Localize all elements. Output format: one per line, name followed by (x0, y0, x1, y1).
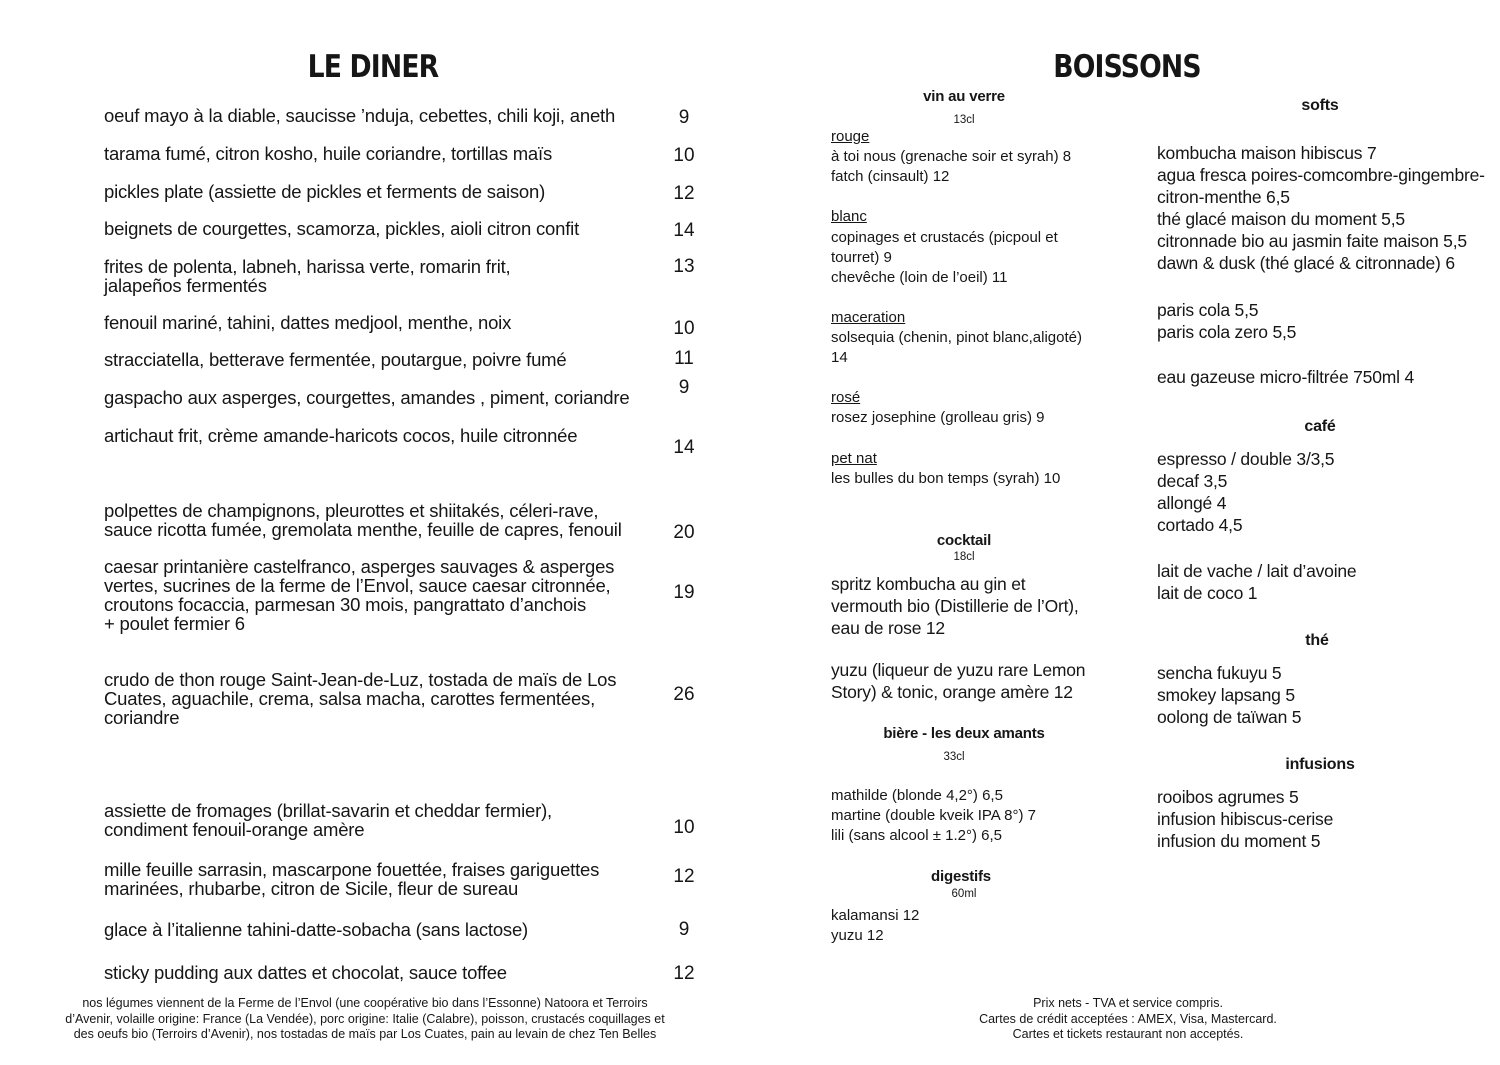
wine-blanc-list: copinages et crustacés (picpoul et tourret) 9 chevêche (loin de l’oeil) 11 (831, 229, 1058, 286)
digestifs-list: kalamansi 12 yuzu 12 (831, 907, 920, 944)
wine-maceration-label: maceration (831, 309, 906, 326)
price-tarama: 10 (673, 145, 695, 166)
price-fenouil: 10 (673, 318, 695, 339)
softs-heading: softs (1301, 97, 1339, 114)
tea-heading: thé (1305, 632, 1329, 649)
dish-oeuf-mayo: oeuf mayo à la diable, saucisse ’nduja, cebettes, chili koji, aneth (104, 105, 616, 126)
dish-frites-polenta: frites de polenta, labneh, harissa verte, romarin frit, jalapeños fermentés (104, 256, 511, 296)
price-frites-polenta: 13 (673, 256, 695, 277)
diner-footer-note: nos légumes viennent de la Ferme de l’Envol (une coopérative bio dans l’Essonne) Natoora et Terroirs d’Avenir, volaille origine: France (La Vendée), porc origine: Italie (Calabre), poisson, crustacés coquillages et des oeufs bio (Terroirs d’Avenir), nos tostadas de maïs par Los Cuates, pain au levain de chez Ten Belles (65, 996, 665, 1041)
price-beignets: 14 (673, 220, 695, 241)
price-glace: 9 (678, 919, 690, 940)
wine-heading: vin au verre (923, 88, 1005, 105)
price-crudo: 26 (673, 684, 695, 705)
price-fromages: 10 (673, 817, 695, 838)
dish-polpettes: polpettes de champignons, pleurottes et shiitakés, céleri-rave, sauce ricotta fumée, gremolata menthe, feuille de capres, fenouil (104, 500, 622, 540)
infusions-list: rooibos agrumes 5 infusion hibiscus-cerise infusion du moment 5 (1157, 787, 1334, 851)
dish-pickles-plate: pickles plate (assiette de pickles et ferments de saison) (104, 181, 546, 202)
price-mille-feuille: 12 (673, 866, 695, 887)
wine-maceration-list: solsequia (chenin, pinot blanc,aligoté) 14 (831, 329, 1082, 366)
cocktail-item-yuzu: yuzu (liqueur de yuzu rare Lemon Story) & tonic, orange amère 12 (831, 660, 1086, 702)
dish-glace: glace à l’italienne tahini-datte-sobacha (sans lactose) (104, 919, 529, 940)
price-oeuf-mayo: 9 (678, 107, 690, 128)
diner-title: LE DINER (307, 49, 439, 85)
wine-rouge-label: rouge (831, 128, 870, 145)
wine-pet-nat-list: les bulles du bon temps (syrah) 10 (831, 470, 1061, 487)
cocktail-volume: 18cl (953, 551, 975, 563)
dish-gaspacho: gaspacho aux asperges, courgettes, amandes , piment, coriandre (104, 387, 630, 408)
digestifs-heading: digestifs (931, 868, 991, 885)
dish-artichaut: artichaut frit, crème amande-haricots cocos, huile citronnée (104, 425, 578, 446)
dish-mille-feuille: mille feuille sarrasin, mascarpone fouettée, fraises gariguettes marinées, rhubarbe, citron de Sicile, fleur de sureau (104, 859, 600, 899)
wine-rose-list: rosez josephine (grolleau gris) 9 (831, 409, 1045, 426)
cafe-heading: café (1304, 418, 1336, 435)
boissons-title: BOISSONS (1053, 49, 1201, 85)
wine-blanc-label: blanc (831, 208, 867, 225)
dish-tarama: tarama fumé, citron kosho, huile coriandre, tortillas maïs (104, 143, 553, 164)
price-polpettes: 20 (673, 522, 695, 543)
price-stracciatella: 11 (674, 348, 694, 369)
boissons-footer-note: Prix nets - TVA et service compris. Cartes de crédit acceptées : AMEX, Visa, Mastercard. Cartes et tickets restaurant non acceptés. (979, 996, 1277, 1041)
dish-stracciatella: stracciatella, betterave fermentée, poutargue, poivre fumé (104, 349, 567, 370)
price-sticky-pudding: 12 (673, 963, 695, 984)
cocktail-heading: cocktail (936, 532, 992, 549)
dish-sticky-pudding: sticky pudding aux dattes et chocolat, sauce toffee (104, 962, 507, 983)
cocktail-item-spritz: spritz kombucha au gin et vermouth bio (Distillerie de l’Ort), eau de rose 12 (831, 574, 1079, 638)
wine-volume: 13cl (953, 114, 975, 126)
digestifs-volume: 60ml (951, 888, 977, 900)
infusions-heading: infusions (1285, 756, 1355, 773)
dish-crudo: crudo de thon rouge Saint-Jean-de-Luz, tostada de maïs de Los Cuates, aguachile, crema, salsa macha, carottes fermentées, coriandre (104, 669, 617, 728)
dish-beignets: beignets de courgettes, scamorza, pickles, aioli citron confit (104, 218, 580, 239)
dish-fenouil: fenouil mariné, tahini, dattes medjool, menthe, noix (104, 312, 512, 333)
softs-list-cola: paris cola 5,5 paris cola zero 5,5 (1157, 300, 1297, 342)
wine-pet-nat-label: pet nat (831, 450, 877, 467)
dish-fromages: assiette de fromages (brillat-savarin et cheddar fermier), condiment fenouil-orange amère (104, 800, 553, 840)
dish-caesar: caesar printanière castelfranco, asperges sauvages & asperges vertes, sucrines de la ferme de l’Envol, sauce caesar citronnée, croutons focaccia, parmesan 30 mois, pangrattato d’anchois + poulet fermier 6 (104, 556, 615, 634)
softs-list-water: eau gazeuse micro-filtrée 750ml 4 (1157, 367, 1415, 387)
softs-list-main: kombucha maison hibiscus 7 agua fresca poires-comcombre-gingembre- citron-menthe 6,5 thé glacé maison du moment 5,5 citronnade bio au jasmin faite maison 5,5 dawn & dusk (thé glacé & citronnade) 6 (1157, 143, 1485, 273)
price-artichaut: 14 (673, 437, 695, 458)
wine-rose-label: rosé (831, 389, 861, 406)
tea-list: sencha fukuyu 5 smokey lapsang 5 oolong de taïwan 5 (1157, 663, 1302, 727)
wine-rouge-list: à toi nous (grenache soir et syrah) 8 fatch (cinsault) 12 (831, 148, 1072, 185)
cafe-list-milk: lait de vache / lait d’avoine lait de coco 1 (1157, 561, 1357, 603)
beer-heading: bière - les deux amants (883, 725, 1045, 742)
price-pickles-plate: 12 (673, 183, 695, 204)
cafe-list-main: espresso / double 3/3,5 decaf 3,5 allongé 4 cortado 4,5 (1157, 449, 1335, 535)
beer-volume: 33cl (943, 751, 965, 763)
price-gaspacho: 9 (678, 377, 690, 398)
price-caesar: 19 (673, 582, 695, 603)
beer-list: mathilde (blonde 4,2°) 6,5 martine (double kveik IPA 8°) 7 lili (sans alcool ± 1.2°) 6,5 (831, 787, 1036, 844)
